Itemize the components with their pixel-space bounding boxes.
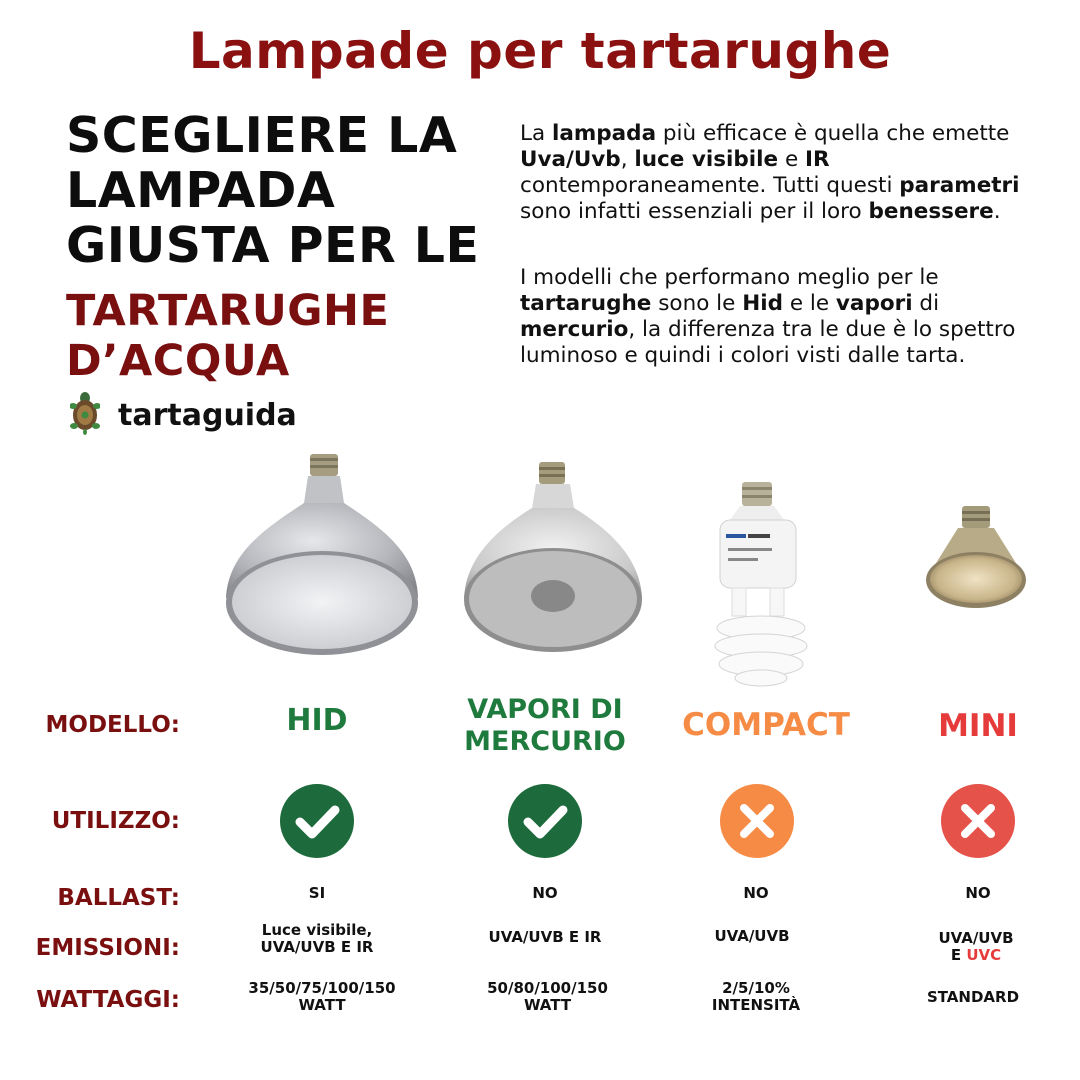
headline-line: GIUSTA PER LE <box>66 217 480 274</box>
bold-text: Uva/Uvb <box>520 147 621 172</box>
model-name: VAPORI DI <box>467 694 623 725</box>
text: sono le <box>651 291 743 316</box>
headline-line: TARTARUGHE <box>66 286 390 336</box>
emissioni-value <box>217 922 417 956</box>
page-title: Lampade per tartarughe <box>188 22 892 80</box>
brand <box>70 392 297 438</box>
model-name: MINI <box>938 708 1018 744</box>
bold-text: vapori <box>835 291 913 316</box>
row-label-ballast: BALLAST: <box>57 885 180 911</box>
headline-line: SCEGLIERE LA <box>66 107 458 164</box>
text: di <box>912 291 940 316</box>
text: . <box>993 199 1001 224</box>
emissioni-value <box>652 928 852 945</box>
headline-line: LAMPADA <box>66 162 336 219</box>
mercury-vapor-lamp-image <box>460 458 646 658</box>
turtle-icon <box>70 390 100 440</box>
ballast-value: NO <box>965 884 991 902</box>
model-name: MERCURIO <box>464 726 626 757</box>
text: 35/50/75/100/150 <box>248 979 396 997</box>
text: UVA/UVB E IR <box>260 938 374 956</box>
cross-circle-icon <box>941 784 1015 858</box>
text: , <box>620 147 635 172</box>
text: e <box>778 147 806 172</box>
models-paragraph <box>520 265 1020 369</box>
wattaggi-value <box>873 989 1073 1006</box>
text: sono infatti essenziali per il loro <box>520 199 869 224</box>
wattaggi-value <box>445 980 650 1014</box>
model-name: COMPACT <box>682 707 850 743</box>
compact-lamp-image <box>706 478 816 688</box>
text: più efficace è quella che emette <box>656 121 1010 146</box>
bold-text: Hid <box>742 291 783 316</box>
bold-text: tartarughe <box>520 291 652 316</box>
emissioni-value <box>445 929 645 946</box>
row-label-emissioni: EMISSIONI: <box>35 935 180 961</box>
text: 50/80/100/150 <box>487 979 608 997</box>
ballast-value: SI <box>308 884 326 902</box>
check-circle-icon <box>508 784 582 858</box>
hid-lamp-image <box>222 448 422 658</box>
headline-accent <box>66 286 506 386</box>
bold-text: parametri <box>899 173 1020 198</box>
model-name-hid <box>217 703 417 738</box>
headline <box>66 108 506 273</box>
text: E <box>950 946 967 964</box>
bold-text: IR <box>805 147 830 172</box>
text: Luce visibile, <box>261 921 373 939</box>
text: La <box>520 121 552 146</box>
text: contemporaneamente. Tutti questi <box>520 173 900 198</box>
text: UVA/UVB <box>714 927 790 945</box>
ballast-value: NO <box>743 884 769 902</box>
text: e le <box>782 291 836 316</box>
bold-text: lampada <box>552 121 657 146</box>
wattaggi-value <box>217 980 427 1014</box>
text: UVA/UVB E IR <box>488 928 602 946</box>
row-label-utilizzo: UTILIZZO: <box>51 808 180 834</box>
intro-paragraph <box>520 121 1020 225</box>
cross-circle-icon <box>720 784 794 858</box>
bold-text: benessere <box>868 199 994 224</box>
uvc-text: UVC <box>966 946 1002 964</box>
check-circle-icon <box>280 784 354 858</box>
text: I modelli che performano meglio per le <box>520 265 939 290</box>
row-label-wattaggi: WATTAGGI: <box>36 987 180 1013</box>
text: WATT <box>298 996 346 1014</box>
model-name: HID <box>286 703 348 738</box>
ballast-value: NO <box>532 884 558 902</box>
text: INTENSITÀ <box>711 996 801 1014</box>
wattaggi-value <box>656 980 856 1014</box>
brand-name: tartaguida <box>118 397 297 433</box>
mini-lamp-image <box>924 502 1028 612</box>
row-label-modello: MODELLO: <box>45 712 180 738</box>
bold-text: luce visibile <box>634 147 779 172</box>
model-name-vapori <box>425 694 665 758</box>
headline-line: D’ACQUA <box>66 336 290 386</box>
emissioni-value <box>876 930 1076 964</box>
model-name-compact <box>656 707 876 743</box>
text: STANDARD <box>926 988 1020 1006</box>
text: 2/5/10% <box>722 979 790 997</box>
model-name-mini <box>898 708 1058 744</box>
text: UVA/UVB <box>938 929 1014 947</box>
bold-text: mercurio <box>520 317 629 342</box>
text: WATT <box>523 996 572 1014</box>
text: , la differenza tra le due è lo spettro luminoso e quindi i colori visti dalle tarta. <box>520 317 1016 368</box>
